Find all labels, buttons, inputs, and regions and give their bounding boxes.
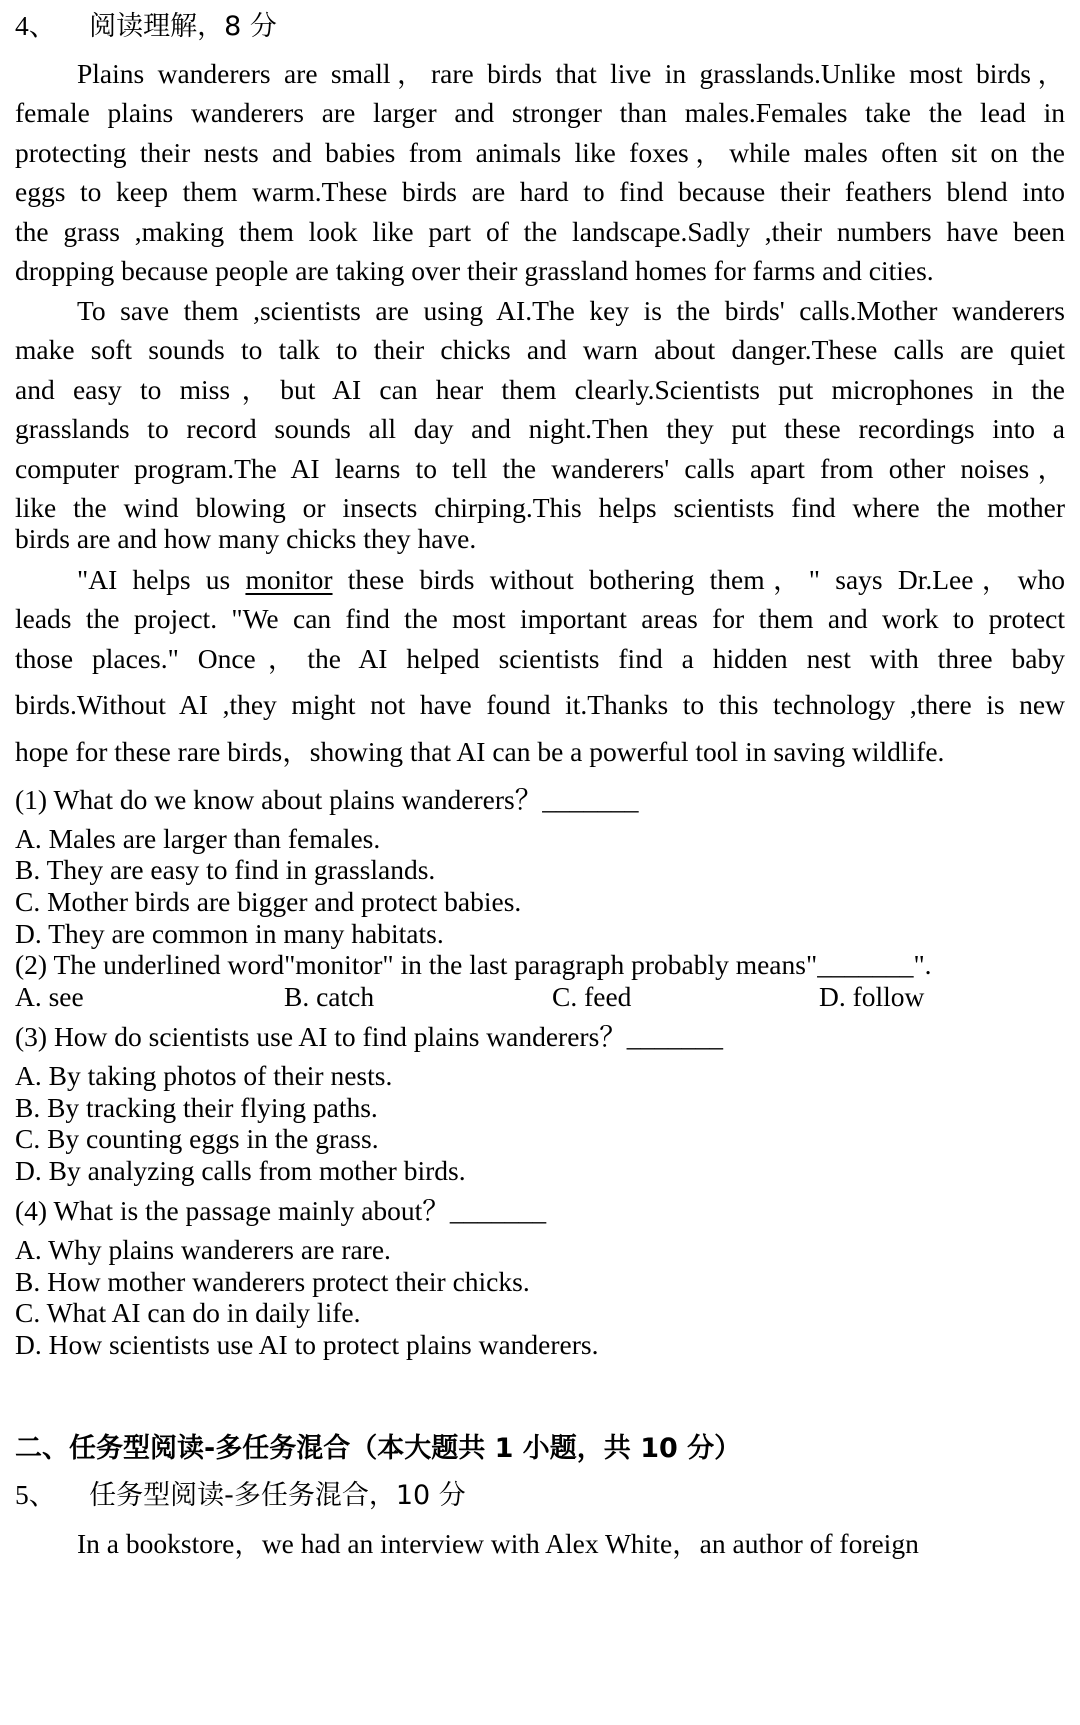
passage-p1-line: eggs to keep them warm.These birds are hard to find because their feathers blend into [15, 176, 1065, 207]
question-2-option-b[interactable]: B. catch [284, 981, 375, 1012]
question-1-option-a[interactable]: A. Males are larger than females. [15, 823, 381, 854]
passage-p1-line: Plains wanderers are small，rare birds that live in grasslands.Unlike most birds， [77, 58, 1065, 89]
quote-start: "AI helps us [77, 564, 246, 595]
question-2-option-a[interactable]: A. see [15, 981, 84, 1012]
question-3-option-b[interactable]: B. By tracking their flying paths. [15, 1092, 378, 1123]
passage-p1-line: the grass ,making them look like part of the landscape.Sadly ,their numbers have been [15, 216, 1065, 247]
passage-p2-line: and easy to miss，but AI can hear them clearly.Scientists put microphones in the [15, 374, 1065, 405]
passage-p3-line: birds.Without AI ,they might not have found it.Thanks to this technology ,there is new [15, 689, 1065, 720]
passage-p2-line: like the wind blowing or insects chirping.This helps scientists find where the mother [15, 492, 1065, 523]
answer-blank[interactable]: _______ [626, 1021, 724, 1052]
passage-p1-line: dropping because people are taking over their grassland homes for farms and cities. [15, 255, 934, 286]
quote-rest: these birds without bothering them，" says Dr.Lee，who [332, 564, 1065, 595]
passage-p2-line: grasslands to record sounds all day and night.Then they put these recordings into a [15, 413, 1065, 444]
question-4-option-a[interactable]: A. Why plains wanderers are rare. [15, 1234, 391, 1265]
question-2-option-d[interactable]: D. follow [819, 981, 925, 1012]
answer-blank[interactable]: _______ [542, 784, 639, 815]
passage-p1-line: female plains wanderers are larger and stronger than males.Females take the lead in [15, 97, 1065, 128]
question-4-option-b[interactable]: B. How mother wanderers protect their chicks. [15, 1266, 530, 1297]
passage-p2-line: computer program.The AI learns to tell the wanderers' calls apart from other noises， [15, 453, 1065, 484]
question-4-stem: (4) What is the passage mainly about？_______ [15, 1195, 547, 1226]
question-2-stem: (2) The underlined word"monitor" in the last paragraph probably means"_______". [15, 949, 932, 980]
q5-passage-line: In a bookstore，we had an interview with Alex White，an author of foreign [77, 1528, 919, 1559]
q4-title: 阅读理解，8 分 [89, 11, 277, 42]
question-1-option-c[interactable]: C. Mother birds are bigger and protect babies. [15, 886, 522, 917]
answer-blank[interactable]: _______ [817, 949, 914, 980]
passage-p2-line: make soft sounds to talk to their chicks and warn about danger.These calls are quiet [15, 334, 1065, 365]
q4-number: 4、 [15, 10, 57, 41]
section-2-heading: 二、任务型阅读-多任务混合（本大题共 1 小题，共 10 分） [15, 1433, 742, 1464]
passage-p2-line: birds are and how many chicks they have. [15, 523, 477, 554]
question-3-option-c[interactable]: C. By counting eggs in the grass. [15, 1123, 379, 1154]
question-3-stem: (3) How do scientists use AI to find plains wanderers？_______ [15, 1021, 724, 1052]
question-3-option-a[interactable]: A. By taking photos of their nests. [15, 1060, 393, 1091]
question-1-option-d[interactable]: D. They are common in many habitats. [15, 918, 444, 949]
passage-p3-line: hope for these rare birds，showing that AI can be a powerful tool in saving wildlife. [15, 736, 945, 767]
question-3-option-d[interactable]: D. By analyzing calls from mother birds. [15, 1155, 466, 1186]
question-4-option-d[interactable]: D. How scientists use AI to protect plains wanderers. [15, 1329, 599, 1360]
passage-p3-line: those places." Once，the AI helped scientists find a hidden nest with three baby [15, 643, 1065, 674]
q5-title: 任务型阅读-多任务混合，10 分 [89, 1480, 466, 1511]
question-1-stem: (1) What do we know about plains wanderers？_______ [15, 784, 639, 815]
question-2-option-c[interactable]: C. feed [552, 981, 632, 1012]
answer-blank[interactable]: _______ [449, 1195, 547, 1226]
underlined-word-monitor: monitor [245, 564, 333, 595]
question-1-option-b[interactable]: B. They are easy to find in grasslands. [15, 854, 436, 885]
passage-p3-line [77, 562, 1065, 598]
passage-p1-line: protecting their nests and babies from animals like foxes，while males often sit on the [15, 137, 1065, 168]
q5-number: 5、 [15, 1479, 57, 1510]
q5-header [15, 1477, 1065, 1514]
passage-p3-line: leads the project. "We can find the most important areas for them and work to protect [15, 603, 1065, 634]
passage-p2-line: To save them ,scientists are using AI.The key is the birds' calls.Mother wanderers [77, 295, 1065, 326]
question-4-option-c[interactable]: C. What AI can do in daily life. [15, 1297, 361, 1328]
q4-header [15, 8, 1065, 45]
